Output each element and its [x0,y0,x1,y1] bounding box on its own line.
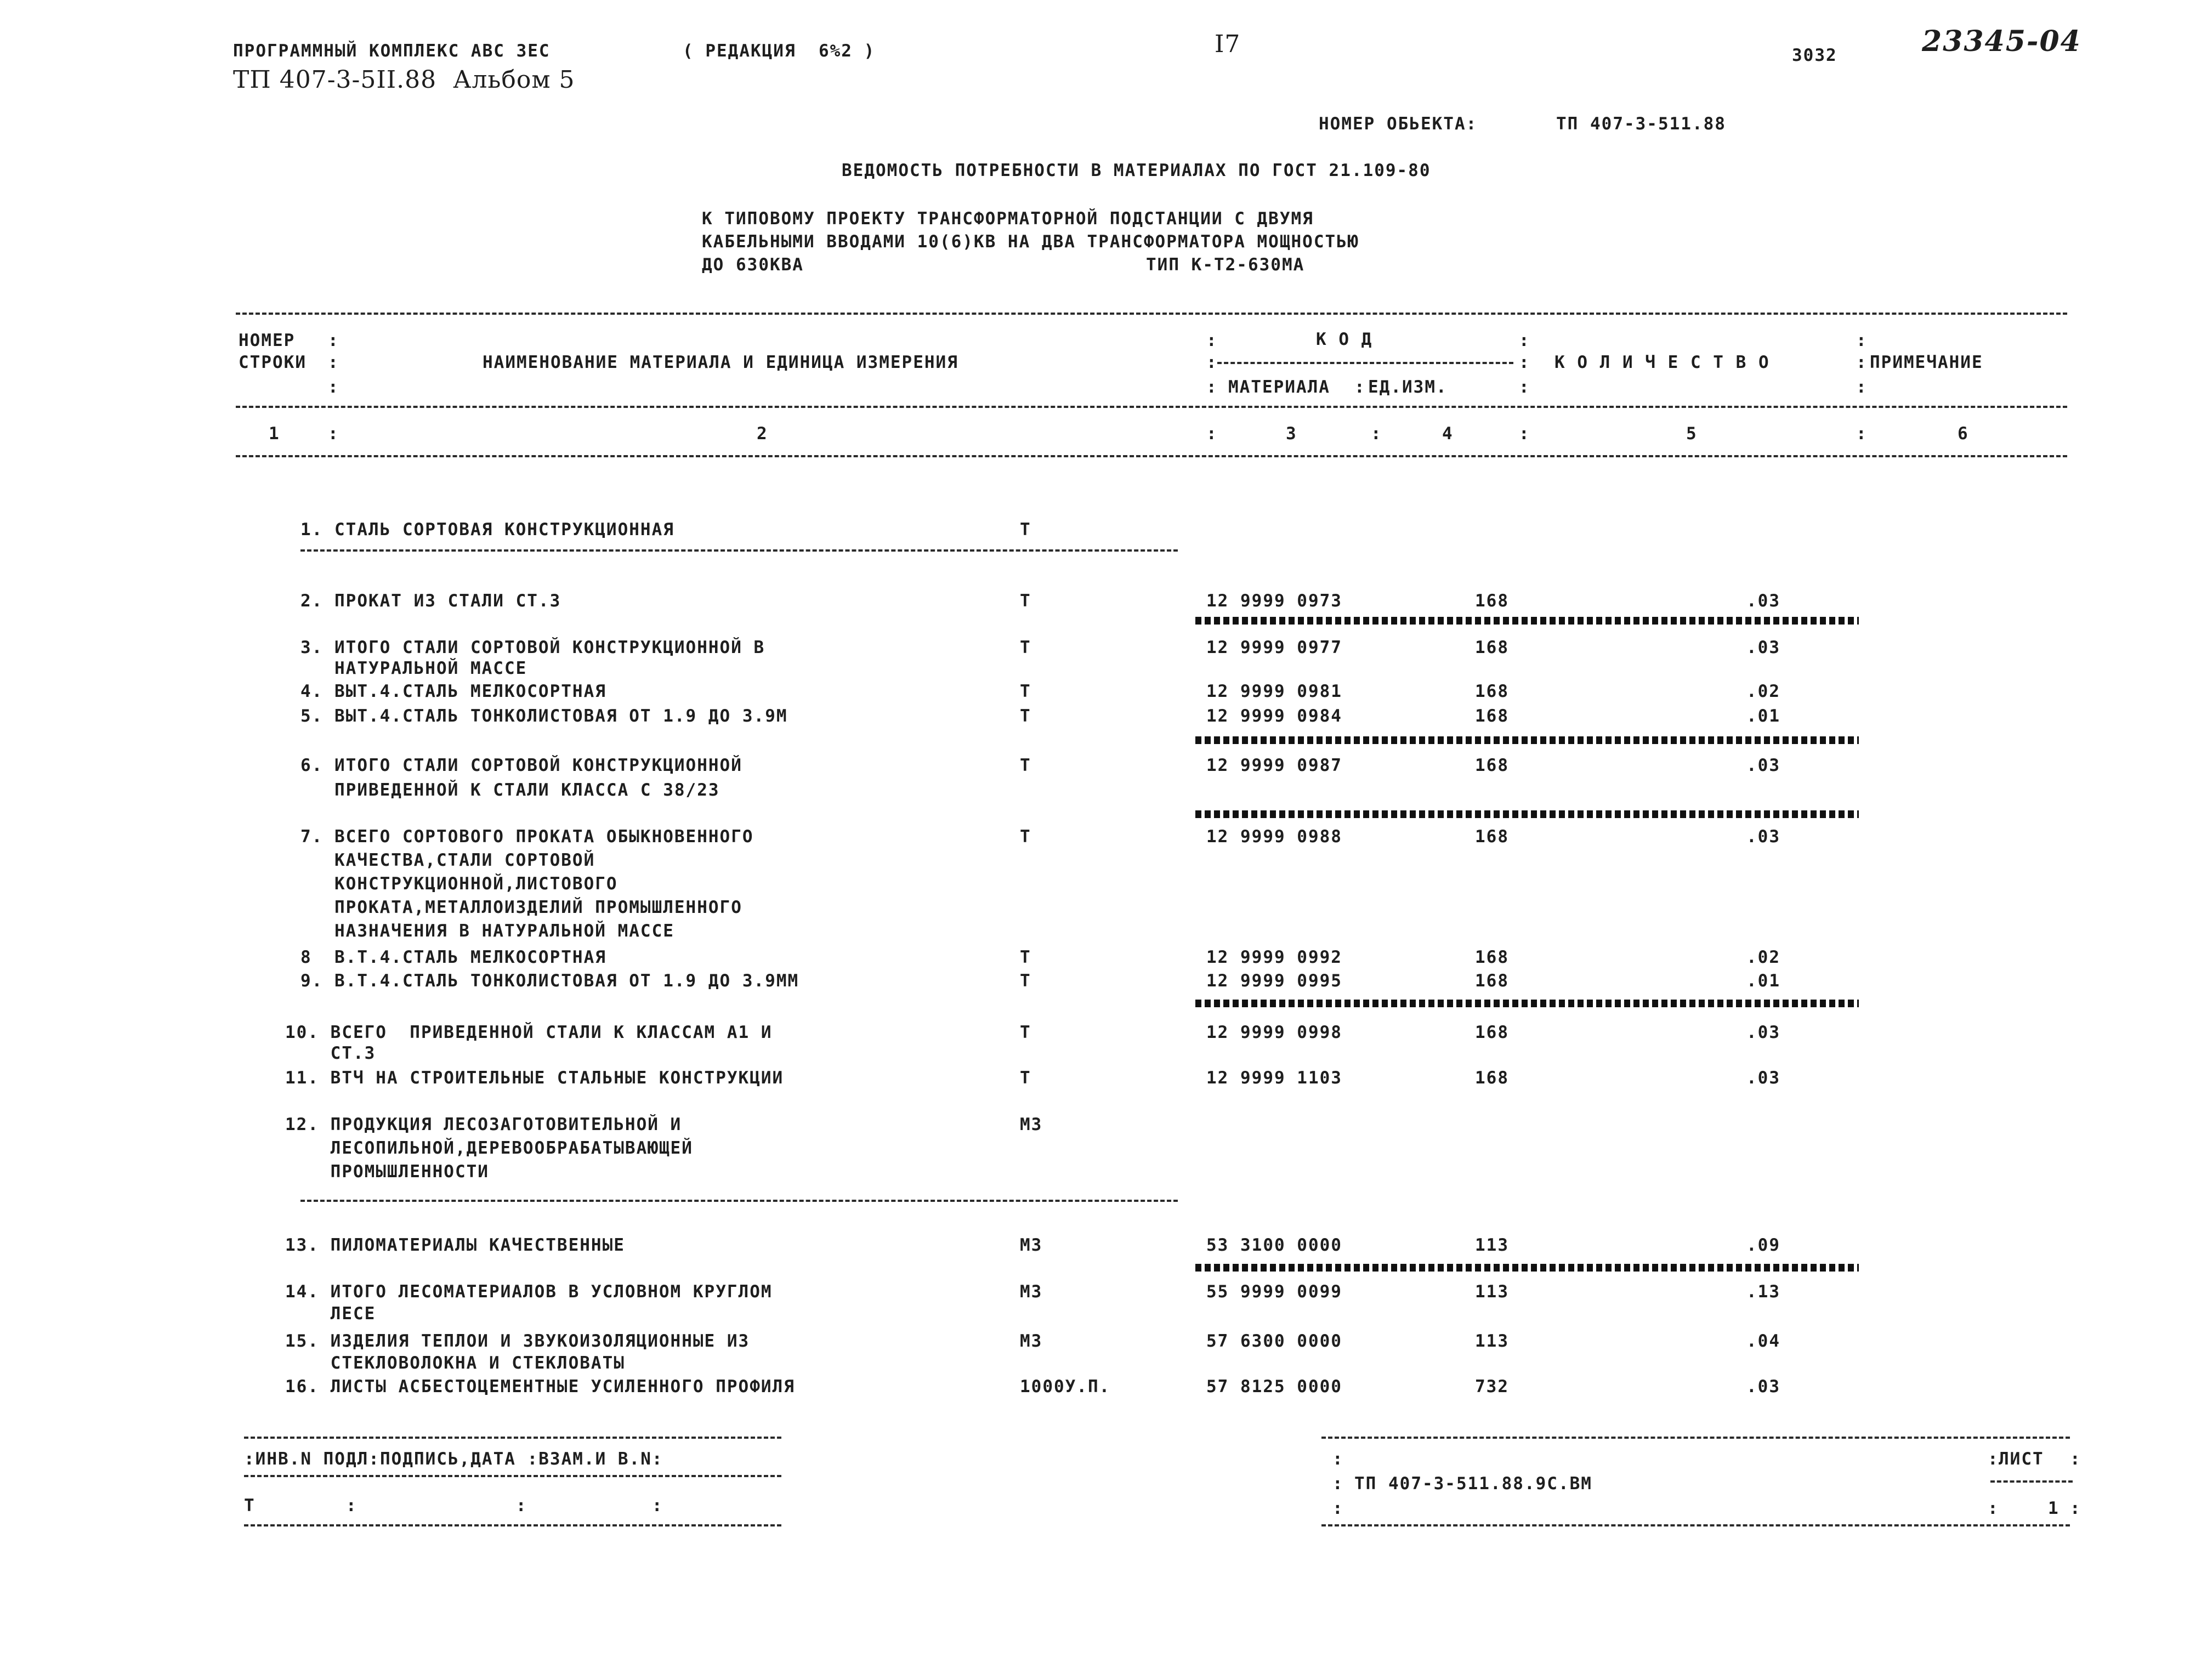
col-index-2: 2 [757,424,768,444]
row-qty: .13 [1746,1282,1780,1302]
row-name: 1. СТАЛЬ СОРТОВАЯ КОНСТРУКЦИОННАЯ [300,520,674,540]
col-divider: : [1856,377,1866,397]
col-index-5: 5 [1686,424,1698,444]
col-divider: : [1206,377,1217,397]
row-qty: .02 [1746,682,1780,701]
col-divider: : [1519,353,1529,372]
row-qty: .01 [1746,971,1780,991]
row-qty: .03 [1746,638,1780,657]
row-unit: Т [1020,682,1031,701]
row-name-line2: ПРИВЕДЕННОЙ К СТАЛИ КЛАССА С 38/23 [300,780,720,800]
row-unit: М3 [1020,1235,1043,1255]
row-qty: .03 [1746,1023,1780,1042]
stamp-top-rule [1321,1437,2070,1439]
row-name: 15. ИЗДЕЛИЯ ТЕПЛОИ И ЗВУКОИЗОЛЯЦИОННЫЕ ИЗ [285,1331,750,1351]
col-divider: : [1332,1449,1343,1469]
row-name: 6. ИТОГО СТАЛИ СОРТОВОЙ КОНСТРУКЦИОННОЙ [300,756,742,775]
subtotal-separator [1195,736,1859,744]
header-bottom-rule [236,455,2067,457]
col-divider: : [2070,1449,2080,1469]
row-name: 2. ПРОКАТ ИЗ СТАЛИ СТ.3 [300,591,561,611]
code-material-header: МАТЕРИАЛА [1228,377,1330,397]
col-divider: : [1332,1474,1343,1494]
row-unit: Т [1020,827,1031,847]
code-group-header: К О Д [1316,330,1373,349]
stamp-row: Т : : : [244,1496,663,1516]
col-divider: : [1371,424,1381,444]
row-code: 53 3100 0000 [1206,1235,1342,1255]
table-top-rule [236,313,2067,315]
subtotal-separator [1195,1264,1859,1272]
subtotal-separator [1195,810,1859,818]
stamp-bottom-rule [1321,1524,2070,1526]
row-name-line2: ЛЕСОПИЛЬНОЙ,ДЕРЕВООБРАБАТЫВАЮЩЕЙ [285,1138,693,1158]
row-ed: 168 [1475,971,1509,991]
col-divider: : [2070,1499,2080,1518]
row-name-line2: СТЕКЛОВОЛОКНА И СТЕКЛОВАТЫ [285,1353,625,1373]
sheet-code: 3032 [1792,46,1837,65]
row-code: 12 9999 0984 [1206,706,1342,726]
row-qty: .09 [1746,1235,1780,1255]
row-unit: 1000У.П. [1020,1377,1111,1397]
subtitle-line-2: КАБЕЛЬНЫМИ ВВОДАМИ 10(6)КВ НА ДВА ТРАНСФОРМАТОРА МОЩНОСТЬЮ [702,232,1359,252]
row-name: 16. ЛИСТЫ АСБЕСТОЦЕМЕНТНЫЕ УСИЛЕННОГО ПРОФИЛЯ [285,1377,795,1397]
row-unit: Т [1020,947,1031,967]
col-divider: : [1206,424,1217,444]
handwritten-number: 23345-04 [1922,25,2081,58]
row-code: 12 9999 0988 [1206,827,1342,847]
row-unit: Т [1020,1068,1031,1088]
row-ed: 168 [1475,1068,1509,1088]
section-rule [300,1200,1178,1202]
row-unit: Т [1020,638,1031,657]
row-ed: 113 [1475,1282,1509,1302]
col-divider: : [1206,353,1217,372]
row-qty: .01 [1746,706,1780,726]
subtitle-line-3b: ТИП К-Т2-630МА [1146,255,1305,275]
col-divider: : [328,377,338,397]
col-index-4: 4 [1442,424,1454,444]
row-name: 13. ПИЛОМАТЕРИАЛЫ КАЧЕСТВЕННЫЕ [285,1235,625,1255]
row-ed: 168 [1475,682,1509,701]
row-name: 8 В.Т.4.СТАЛЬ МЕЛКОСОРТНАЯ [300,947,606,967]
row-name: 12. ПРОДУКЦИЯ ЛЕСОЗАГОТОВИТЕЛЬНОЙ И [285,1115,682,1134]
sheet-number: 1 [2048,1499,2060,1518]
row-qty: .03 [1746,756,1780,775]
row-name: 4. ВЫТ.4.СТАЛЬ МЕЛКОСОРТНАЯ [300,682,606,701]
document-code: ТП 407-3-511.88.9С.ВМ [1354,1474,1592,1494]
row-qty: .03 [1746,827,1780,847]
row-code: 12 9999 0998 [1206,1023,1342,1042]
col-divider: : [1856,353,1866,372]
row-qty: .02 [1746,947,1780,967]
row-qty: .04 [1746,1331,1780,1351]
row-unit: М3 [1020,1115,1043,1134]
col-divider: : [328,353,338,372]
row-code: 12 9999 0995 [1206,971,1342,991]
page-number: I7 [1215,30,1241,58]
quantity-header: К О Л И Ч Е С Т В О [1554,353,1770,372]
row-name: 9. В.Т.4.СТАЛЬ ТОНКОЛИСТОВАЯ ОТ 1.9 ДО 3.9ММ [300,971,799,991]
row-qty: .03 [1746,591,1780,611]
row-unit: Т [1020,591,1031,611]
col-divider: : [328,424,338,444]
row-ed: 168 [1475,638,1509,657]
row-unit: Т [1020,520,1031,540]
row-name: 7. ВСЕГО СОРТОВОГО ПРОКАТА ОБЫКНОВЕННОГО [300,827,754,847]
subtitle-line-1: К ТИПОВОМУ ПРОЕКТУ ТРАНСФОРМАТОРНОЙ ПОДСТАНЦИИ С ДВУМЯ [702,209,1314,229]
row-ed: 168 [1475,1023,1509,1042]
row-ed: 113 [1475,1235,1509,1255]
row-ed: 732 [1475,1377,1509,1397]
col-index-1: 1 [269,424,280,444]
row-unit: М3 [1020,1331,1043,1351]
row-name-line3: КОНСТРУКЦИОННОЙ,ЛИСТОВОГО [300,874,618,894]
col-divider: : [1988,1449,1998,1469]
edition-label: ( РЕДАКЦИЯ 6%2 ) [683,41,876,61]
row-name-line4: ПРОКАТА,МЕТАЛЛОИЗДЕЛИЙ ПРОМЫШЛЕННОГО [300,898,742,917]
col-divider: : [1519,377,1529,397]
sheet-label: ЛИСТ [1999,1449,2044,1469]
col-number-label-1: НОМЕР [239,331,296,350]
note-header: ПРИМЕЧАНИЕ [1870,353,1983,372]
row-unit: Т [1020,706,1031,726]
stamp-bottom-rule [244,1524,781,1526]
row-ed: 168 [1475,947,1509,967]
row-code: 55 9999 0099 [1206,1282,1342,1302]
section-rule [300,549,1178,552]
row-name-line2: КАЧЕСТВА,СТАЛИ СОРТОВОЙ [300,850,595,870]
row-name: 10. ВСЕГО ПРИВЕДЕННОЙ СТАЛИ К КЛАССАМ А1 И [285,1023,773,1042]
program-line: ПРОГРАММНЫЙ КОМПЛЕКС АВС 3ЕС [233,41,551,61]
row-unit: Т [1020,1023,1031,1042]
row-name-line2: ЛЕСЕ [285,1304,376,1324]
col-divider: : [1332,1499,1343,1518]
row-unit: М3 [1020,1282,1043,1302]
subtotal-separator [1195,617,1859,625]
stamp-top-rule [244,1437,781,1439]
col-divider: : [1206,331,1217,350]
row-name: 11. ВТЧ НА СТРОИТЕЛЬНЫЕ СТАЛЬНЫЕ КОНСТРУКЦИИ [285,1068,784,1088]
row-unit: Т [1020,756,1031,775]
object-number-label: НОМЕР ОБЬЕКТА: [1319,114,1478,134]
sheet-rule [1990,1480,2073,1483]
row-name-line2: НАТУРАЛЬНОЙ МАССЕ [300,659,527,678]
row-name: 14. ИТОГО ЛЕСОМАТЕРИАЛОВ В УСЛОВНОМ КРУГЛОМ [285,1282,773,1302]
row-name: 5. ВЫТ.4.СТАЛЬ ТОНКОЛИСТОВАЯ ОТ 1.9 ДО 3.9М [300,706,788,726]
row-name-line5: НАЗНАЧЕНИЯ В НАТУРАЛЬНОЙ МАССЕ [300,921,674,941]
code-unit-header: ЕД.ИЗМ. [1368,377,1448,397]
col-divider: : [1988,1499,1998,1518]
row-name-line3: ПРОМЫШЛЕННОСТИ [285,1162,489,1182]
col-divider: : [328,331,338,350]
row-name: 3. ИТОГО СТАЛИ СОРТОВОЙ КОНСТРУКЦИОННОЙ В [300,638,765,657]
row-ed: 168 [1475,706,1509,726]
row-ed: 168 [1475,591,1509,611]
row-ed: 168 [1475,827,1509,847]
col-divider: : [1354,377,1365,397]
row-code: 12 9999 1103 [1206,1068,1342,1088]
album-line: ТП 407-3-5II.88 Альбом 5 [233,66,575,94]
col-divider: : [1519,424,1529,444]
stamp-header: :ИНВ.N ПОДЛ:ПОДПИСЬ,ДАТА :ВЗАМ.И В.N: [244,1449,663,1469]
row-code: 12 9999 0973 [1206,591,1342,611]
row-ed: 168 [1475,756,1509,775]
row-qty: .03 [1746,1377,1780,1397]
stamp-mid-rule [244,1475,781,1477]
subtotal-separator [1195,1000,1859,1007]
col-index-6: 6 [1958,424,1969,444]
col-divider: : [1519,331,1529,350]
col-index-3: 3 [1286,424,1297,444]
row-code: 12 9999 0977 [1206,638,1342,657]
col-name-header: НАИМЕНОВАНИЕ МАТЕРИАЛА И ЕДИНИЦА ИЗМЕРЕНИЯ [483,353,958,372]
subtitle-line-3a: ДО 630КВА [702,255,804,275]
col-divider: : [1856,424,1866,444]
col-divider: : [1856,331,1866,350]
row-code: 12 9999 0987 [1206,756,1342,775]
object-number-value: ТП 407-3-511.88 [1556,114,1726,134]
document-title: ВЕДОМОСТЬ ПОТРЕБНОСТИ В МАТЕРИАЛАХ ПО ГОСТ 21.109-80 [842,161,1431,180]
row-qty: .03 [1746,1068,1780,1088]
col-number-label-2: СТРОКИ [239,353,307,372]
row-code: 12 9999 0992 [1206,947,1342,967]
row-code: 57 8125 0000 [1206,1377,1342,1397]
header-rule [236,406,2067,408]
row-ed: 113 [1475,1331,1509,1351]
row-code: 12 9999 0981 [1206,682,1342,701]
row-unit: Т [1020,971,1031,991]
row-code: 57 6300 0000 [1206,1331,1342,1351]
row-name-line2: СТ.3 [285,1043,376,1063]
code-group-rule [1217,362,1513,364]
